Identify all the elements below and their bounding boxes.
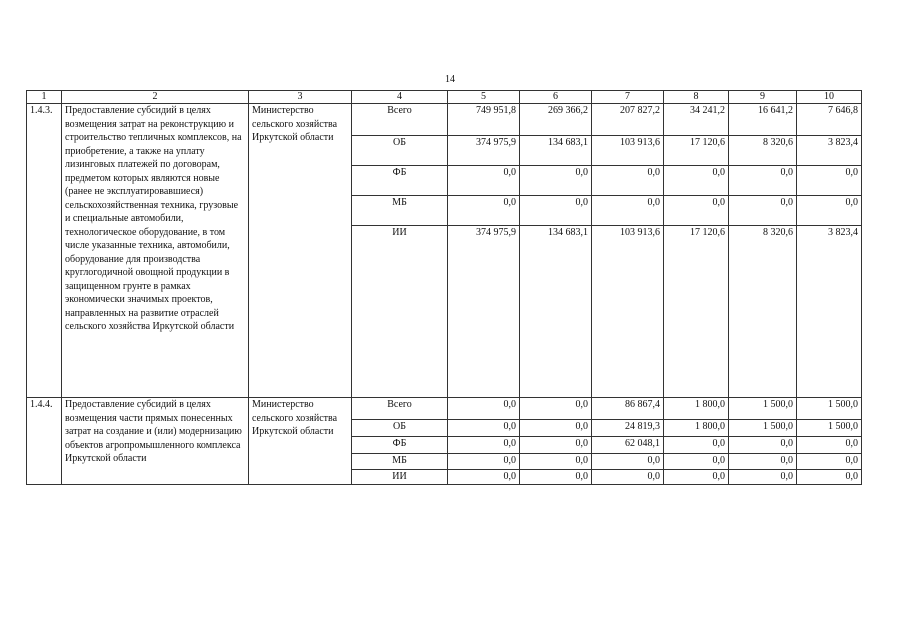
funding-amount: 3 823,4 <box>797 226 862 398</box>
funding-amount: 0,0 <box>592 196 664 226</box>
funding-amount: 0,0 <box>797 454 862 470</box>
funding-amount: 3 823,4 <box>797 136 862 166</box>
funding-amount: 62 048,1 <box>592 437 664 454</box>
funding-amount: 1 500,0 <box>797 398 862 420</box>
funding-amount: 0,0 <box>729 454 797 470</box>
funding-amount: 0,0 <box>520 398 592 420</box>
funding-source-label: ФБ <box>352 437 448 454</box>
funding-amount: 0,0 <box>520 454 592 470</box>
funding-amount: 0,0 <box>520 196 592 226</box>
funding-source-label: МБ <box>352 454 448 470</box>
funding-amount: 1 500,0 <box>729 420 797 437</box>
funding-amount: 24 819,3 <box>592 420 664 437</box>
column-number-header: 6 <box>520 91 592 104</box>
funding-amount: 1 500,0 <box>797 420 862 437</box>
column-number-header: 1 <box>27 91 62 104</box>
funding-amount: 749 951,8 <box>448 104 520 136</box>
funding-amount: 0,0 <box>797 437 862 454</box>
funding-amount: 0,0 <box>797 166 862 196</box>
funding-amount: 0,0 <box>448 166 520 196</box>
item-code: 1.4.4. <box>27 398 62 485</box>
funding-amount: 0,0 <box>520 420 592 437</box>
funding-amount: 0,0 <box>592 166 664 196</box>
funding-amount: 134 683,1 <box>520 136 592 166</box>
funding-amount: 207 827,2 <box>592 104 664 136</box>
funding-amount: 103 913,6 <box>592 226 664 398</box>
funding-amount: 1 800,0 <box>664 398 729 420</box>
funding-amount: 0,0 <box>797 470 862 485</box>
column-number-header: 9 <box>729 91 797 104</box>
funding-amount: 0,0 <box>664 470 729 485</box>
funding-amount: 0,0 <box>664 196 729 226</box>
funding-amount: 17 120,6 <box>664 136 729 166</box>
funding-amount: 0,0 <box>520 166 592 196</box>
funding-amount: 0,0 <box>448 454 520 470</box>
funding-amount: 1 800,0 <box>664 420 729 437</box>
item-description: Предоставление субсидий в целях возмещения затрат на реконструкцию и строительство тепличных комплексов, на приобретение, а также на уплату лизинговых платежей по договорам, предметом которых являются новые (ранее не эксплуатировавшиеся) сельскохозяйственная техника, грузовые и специальные автомобили, технологическое оборудование, в том числе указанные техника, автомобили, оборудование для производства круглогодичной овощной продукции в защищенном грунте в рамках экономически значимых проектов, направленных на развитие отраслей сельского хозяйства Иркутской области <box>62 104 249 398</box>
funding-source-label: МБ <box>352 196 448 226</box>
funding-amount: 1 500,0 <box>729 398 797 420</box>
funding-amount: 103 913,6 <box>592 136 664 166</box>
funding-amount: 0,0 <box>448 437 520 454</box>
item-executor: Министерство сельского хозяйства Иркутской области <box>249 398 352 485</box>
financing-table <box>26 90 862 485</box>
funding-amount: 0,0 <box>664 454 729 470</box>
funding-source-label: ИИ <box>352 226 448 398</box>
column-number-header: 5 <box>448 91 520 104</box>
funding-amount: 269 366,2 <box>520 104 592 136</box>
funding-amount: 0,0 <box>797 196 862 226</box>
column-number-row <box>27 91 862 104</box>
funding-amount: 374 975,9 <box>448 136 520 166</box>
table-body <box>27 91 862 485</box>
item-code: 1.4.3. <box>27 104 62 398</box>
funding-amount: 0,0 <box>592 454 664 470</box>
page-number: 14 <box>445 74 455 85</box>
column-number-header: 3 <box>249 91 352 104</box>
funding-amount: 0,0 <box>729 470 797 485</box>
funding-source-label: Всего <box>352 104 448 136</box>
funding-amount: 134 683,1 <box>520 226 592 398</box>
funding-source-label: ОБ <box>352 136 448 166</box>
funding-amount: 0,0 <box>520 470 592 485</box>
funding-source-label: ФБ <box>352 166 448 196</box>
funding-amount: 0,0 <box>729 166 797 196</box>
column-number-header: 7 <box>592 91 664 104</box>
column-number-header: 2 <box>62 91 249 104</box>
funding-amount: 0,0 <box>664 437 729 454</box>
item-executor: Министерство сельского хозяйства Иркутской области <box>249 104 352 398</box>
funding-amount: 0,0 <box>520 437 592 454</box>
funding-amount: 0,0 <box>448 196 520 226</box>
column-number-header: 8 <box>664 91 729 104</box>
funding-amount: 0,0 <box>448 398 520 420</box>
funding-amount: 0,0 <box>729 437 797 454</box>
funding-amount: 0,0 <box>592 470 664 485</box>
item-description: Предоставление субсидий в целях возмещения части прямых понесенных затрат на создание и (или) модернизацию объектов агропромышленного комплекса Иркутской области <box>62 398 249 485</box>
funding-amount: 374 975,9 <box>448 226 520 398</box>
funding-source-label: Всего <box>352 398 448 420</box>
funding-amount: 8 320,6 <box>729 136 797 166</box>
funding-amount: 86 867,4 <box>592 398 664 420</box>
funding-amount: 0,0 <box>729 196 797 226</box>
funding-amount: 0,0 <box>664 166 729 196</box>
table-row <box>27 104 862 136</box>
table-row <box>27 398 862 420</box>
column-number-header: 4 <box>352 91 448 104</box>
funding-amount: 34 241,2 <box>664 104 729 136</box>
funding-source-label: ИИ <box>352 470 448 485</box>
funding-source-label: ОБ <box>352 420 448 437</box>
funding-amount: 16 641,2 <box>729 104 797 136</box>
funding-amount: 17 120,6 <box>664 226 729 398</box>
funding-amount: 8 320,6 <box>729 226 797 398</box>
funding-amount: 0,0 <box>448 470 520 485</box>
funding-amount: 7 646,8 <box>797 104 862 136</box>
funding-amount: 0,0 <box>448 420 520 437</box>
column-number-header: 10 <box>797 91 862 104</box>
